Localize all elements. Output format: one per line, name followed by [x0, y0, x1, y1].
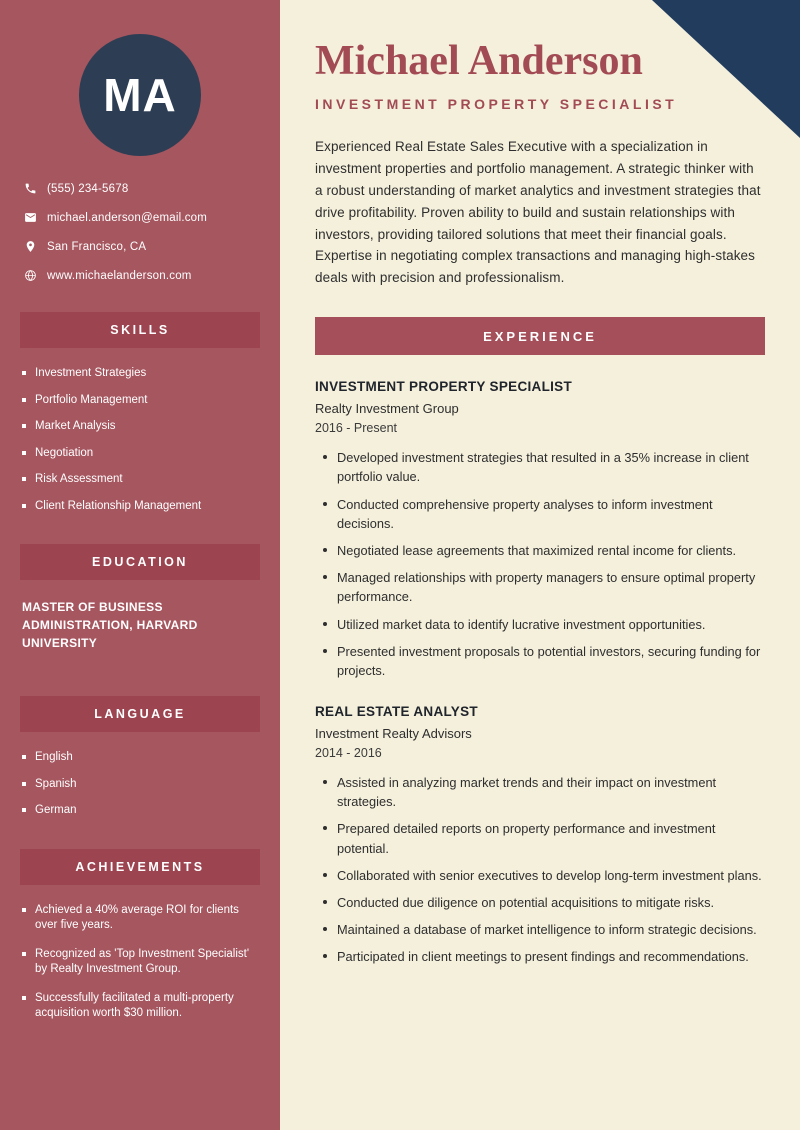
job-bullet: [315, 642, 765, 680]
job-bullet-text: Participated in client meetings to present findings and recommendations.: [337, 949, 749, 965]
job-bullet-text: Maintained a database of market intelligence to inform strategic decisions.: [337, 922, 757, 938]
square-bullet-icon: [22, 782, 26, 786]
square-bullet-icon: [22, 996, 26, 1000]
achievements-section-header: [20, 849, 260, 885]
phone-number: (555) 234-5678: [47, 182, 129, 195]
job-role: INVESTMENT PROPERTY SPECIALIST: [315, 379, 573, 395]
square-bullet-icon: [22, 504, 26, 508]
skills-section-header: [20, 312, 260, 348]
dot-bullet-icon: [323, 900, 327, 904]
dot-bullet-icon: [323, 455, 327, 459]
dot-bullet-icon: [323, 826, 327, 830]
achievements-title: ACHIEVEMENTS: [75, 859, 205, 874]
sidebar: [0, 0, 280, 1130]
job-bullet: [315, 495, 765, 533]
language-label: Spanish: [35, 777, 77, 790]
achievements-list: [22, 903, 260, 1022]
language-item: [22, 777, 260, 793]
job-bullet: [315, 866, 765, 885]
page-title: Michael Anderson: [315, 38, 643, 84]
skill-item: [22, 419, 260, 435]
square-bullet-icon: [22, 371, 26, 375]
job-dates: 2016 - Present: [315, 421, 397, 436]
skill-item: [22, 366, 260, 382]
job-bullet: [315, 819, 765, 857]
skill-label: Client Relationship Management: [35, 499, 202, 512]
job-bullet: [315, 947, 765, 966]
language-list: [22, 750, 260, 819]
dot-bullet-icon: [323, 548, 327, 552]
education-degree: MASTER OF BUSINESS ADMINISTRATION, HARVARD UNIVERSITY: [22, 600, 198, 651]
skill-label: Negotiation: [35, 446, 94, 459]
square-bullet-icon: [22, 398, 26, 402]
achievement-item: [22, 903, 260, 934]
summary-paragraph: Experienced Real Estate Sales Executive with a specialization in investment properties and portfolio management. A strategic thinker with a robust understanding of market analytics and investment strategies that drive profitability. Proven ability to build and sustain relationships with investors, providing tailored solutions that meet their financial goals. Expertise in negotiating complex transactions and managing high-stakes deals with precision and professionalism.: [315, 139, 761, 286]
skill-label: Portfolio Management: [35, 393, 148, 406]
experience-entry: [315, 704, 765, 967]
language-item: [22, 750, 260, 766]
experience-entry: [315, 379, 765, 680]
dot-bullet-icon: [323, 954, 327, 958]
job-bullet: [315, 773, 765, 811]
job-bullet: [315, 448, 765, 486]
contact-location-row: [22, 240, 280, 253]
main-content: [280, 0, 800, 1130]
achievement-text: Recognized as 'Top Investment Specialist' by Realty Investment Group.: [35, 947, 250, 976]
dot-bullet-icon: [323, 927, 327, 931]
contact-email-row: [22, 211, 280, 224]
square-bullet-icon: [22, 908, 26, 912]
email-address[interactable]: michael.anderson@email.com: [47, 211, 208, 224]
dot-bullet-icon: [323, 575, 327, 579]
achievement-text: Successfully facilitated a multi-property acquisition worth $30 million.: [35, 991, 234, 1020]
language-section-header: [20, 696, 260, 732]
job-bullet: [315, 615, 765, 634]
education-title: EDUCATION: [92, 555, 188, 570]
job-bullet-text: Negotiated lease agreements that maximized rental income for clients.: [337, 542, 737, 558]
website-url[interactable]: www.michaelanderson.com: [47, 269, 192, 282]
headline-job-title: INVESTMENT PROPERTY SPECIALIST: [315, 96, 678, 113]
skill-item: [22, 499, 260, 515]
contact-phone-row: [22, 182, 280, 195]
education-section-header: [20, 544, 260, 580]
skill-label: Investment Strategies: [35, 367, 147, 379]
experience-title: EXPERIENCE: [483, 328, 597, 344]
experience-section-header: [315, 317, 765, 355]
job-bullet-text: Managed relationships with property managers to ensure optimal property performance.: [337, 570, 756, 605]
avatar-initials: MA: [103, 69, 177, 121]
job-bullet-text: Prepared detailed reports on property performance and investment potential.: [337, 821, 716, 856]
job-dates: 2014 - 2016: [315, 746, 382, 761]
job-bullet: [315, 893, 765, 912]
email-icon: [22, 211, 38, 224]
contact-section: [22, 182, 280, 282]
achievement-text: Achieved a 40% average ROI for clients over five years.: [35, 903, 239, 932]
square-bullet-icon: [22, 755, 26, 759]
contact-website-row: [22, 269, 280, 282]
achievement-item: [22, 947, 260, 978]
job-role: REAL ESTATE ANALYST: [315, 704, 478, 720]
square-bullet-icon: [22, 808, 26, 812]
avatar: [79, 34, 201, 156]
job-bullet-text: Utilized market data to identify lucrative investment opportunities.: [337, 616, 706, 632]
language-title: LANGUAGE: [94, 707, 186, 722]
skill-item: [22, 446, 260, 462]
job-bullet: [315, 568, 765, 606]
location-pin-icon: [22, 240, 38, 253]
achievement-item: [22, 991, 260, 1022]
globe-icon: [22, 269, 38, 282]
dot-bullet-icon: [323, 622, 327, 626]
job-bullet: [315, 920, 765, 939]
dot-bullet-icon: [323, 873, 327, 877]
job-bullet-list: [315, 448, 765, 680]
square-bullet-icon: [22, 477, 26, 481]
job-company: Realty Investment Group: [315, 401, 459, 417]
square-bullet-icon: [22, 451, 26, 455]
skill-item: [22, 472, 260, 488]
square-bullet-icon: [22, 424, 26, 428]
job-bullet-text: Collaborated with senior executives to develop long-term investment plans.: [337, 867, 762, 883]
job-bullet-text: Conducted comprehensive property analyses to inform investment decisions.: [337, 496, 713, 531]
job-bullet-list: [315, 773, 765, 967]
language-label: German: [35, 804, 77, 817]
skills-title: SKILLS: [110, 323, 170, 337]
job-company: Investment Realty Advisors: [315, 726, 472, 742]
location-text: San Francisco, CA: [47, 240, 147, 253]
job-bullet-text: Presented investment proposals to potential investors, securing funding for projects.: [337, 643, 761, 678]
job-bullet: [315, 541, 765, 560]
phone-icon: [22, 182, 38, 195]
language-item: [22, 803, 260, 819]
dot-bullet-icon: [323, 649, 327, 653]
dot-bullet-icon: [323, 780, 327, 784]
job-bullet-text: Developed investment strategies that resulted in a 35% increase in client portfolio value.: [337, 450, 749, 485]
skill-label: Market Analysis: [35, 420, 116, 433]
skill-item: [22, 393, 260, 409]
job-bullet-text: Conducted due diligence on potential acquisitions to mitigate risks.: [337, 895, 715, 911]
dot-bullet-icon: [323, 502, 327, 506]
language-label: English: [35, 751, 73, 764]
skills-list: [22, 366, 260, 514]
square-bullet-icon: [22, 952, 26, 956]
job-bullet-text: Assisted in analyzing market trends and their impact on investment strategies.: [337, 775, 717, 810]
skill-label: Risk Assessment: [35, 473, 123, 486]
